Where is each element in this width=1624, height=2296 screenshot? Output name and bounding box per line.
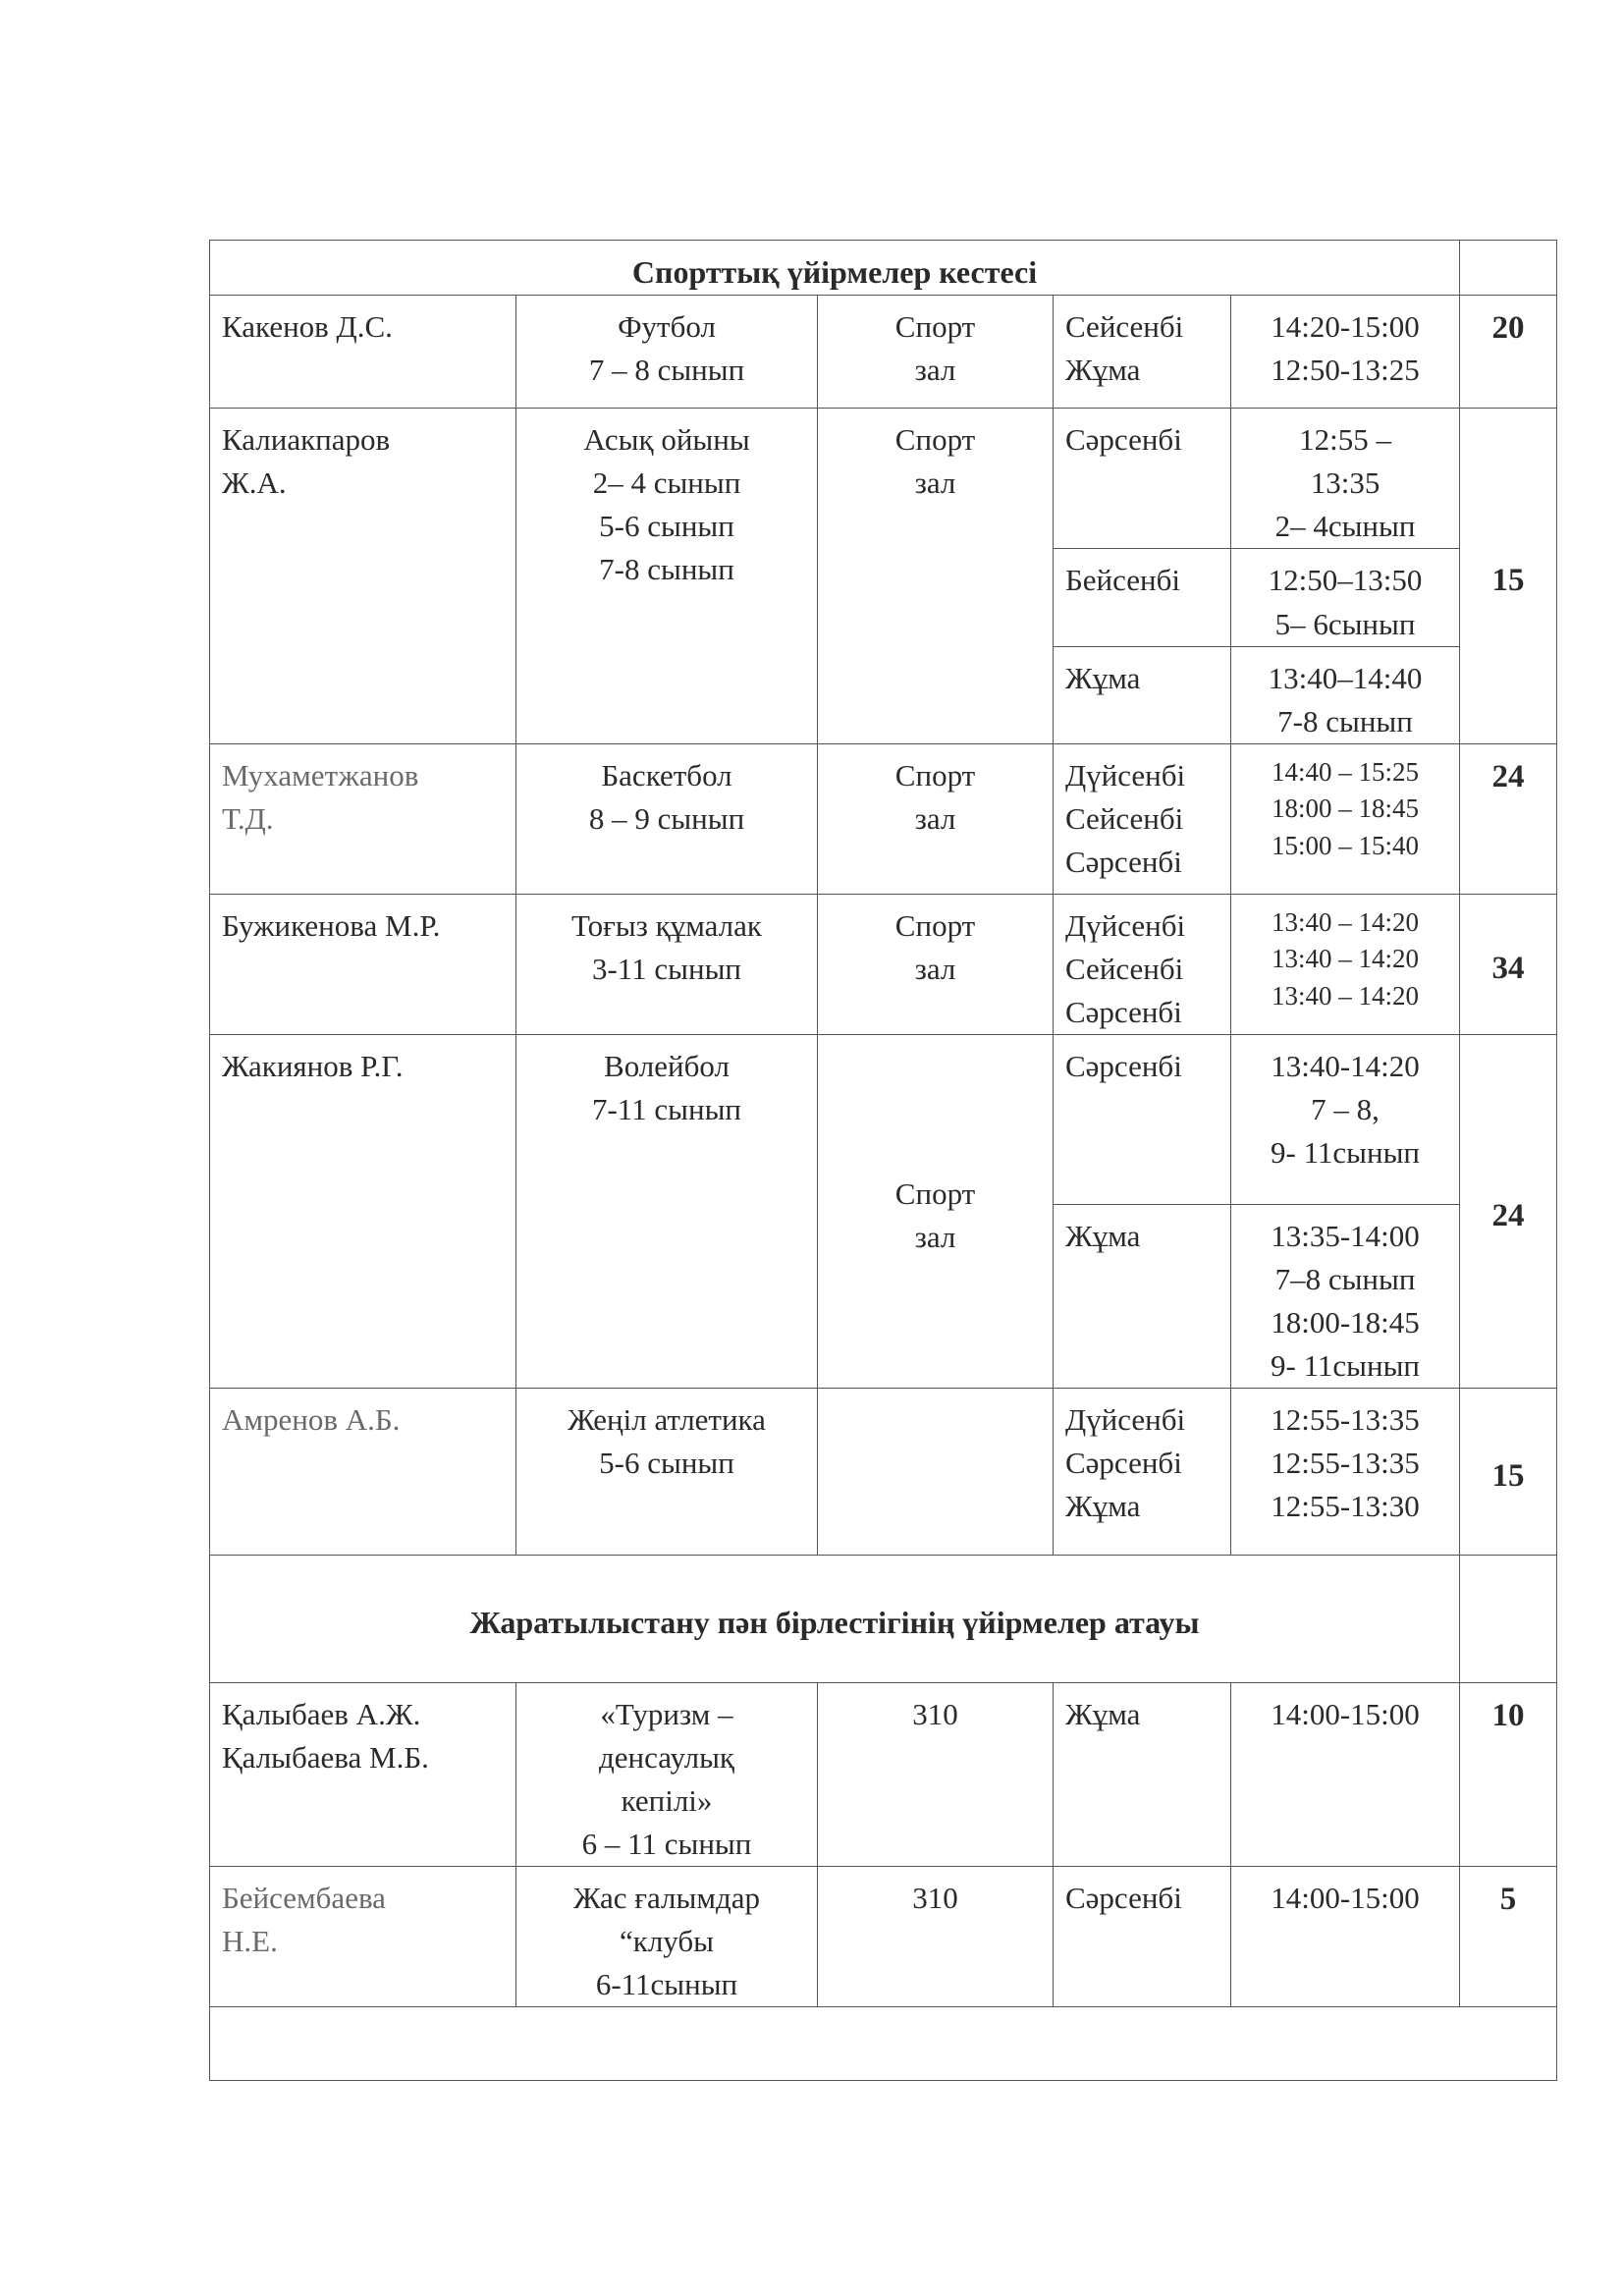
weekday-line: Сәрсенбі	[1065, 994, 1182, 1029]
teacher-name	[210, 1866, 516, 2006]
club-name	[516, 1034, 818, 1388]
teacher-name	[210, 743, 516, 894]
weekday-line: Дүйсенбі	[1065, 757, 1186, 793]
participant-count-line: 5	[1499, 1881, 1517, 1917]
time-slot	[1231, 409, 1460, 549]
room-line: зал	[914, 465, 956, 501]
club-name-line: Волейбол	[604, 1048, 730, 1083]
club-name-line: 5-6 сынып	[599, 509, 734, 544]
participant-count	[1460, 1388, 1557, 1555]
room-line: зал	[914, 1220, 956, 1255]
participant-count	[1460, 743, 1557, 894]
time-slot	[1231, 296, 1460, 409]
empty-cell	[1460, 1555, 1557, 1682]
time-slot-line: 14:00-15:00	[1271, 1696, 1420, 1731]
weekday-line: Сейсенбі	[1065, 800, 1184, 836]
participant-count	[1460, 409, 1557, 743]
time-slot-line: 14:00-15:00	[1271, 1880, 1420, 1915]
time-slot	[1231, 1682, 1460, 1866]
room-line: Спорт	[894, 309, 976, 345]
room-line: зал	[914, 800, 956, 836]
club-name	[516, 296, 818, 409]
time-slot	[1231, 1866, 1460, 2006]
table-row	[210, 296, 1557, 409]
teacher-name-line: Қалыбаева М.Б.	[222, 1739, 429, 1775]
room	[818, 1388, 1054, 1555]
club-name-line: 7-8 сынып	[599, 552, 734, 587]
weekday-line: Бейсенбі	[1065, 563, 1181, 598]
club-name-line: 2– 4 сынып	[592, 465, 741, 501]
club-name-line: Жас ғалымдар	[573, 1880, 760, 1915]
time-slot	[1231, 549, 1460, 646]
weekday	[1054, 549, 1231, 646]
weekday	[1054, 1866, 1231, 2006]
teacher-name-line: Мухаметжанов	[222, 757, 419, 793]
weekday	[1054, 409, 1231, 549]
participant-count-line: 15	[1491, 1457, 1525, 1494]
time-slot-line: 15:00 – 15:40	[1272, 831, 1420, 861]
time-slot	[1231, 1204, 1460, 1388]
teacher-name-line: Т.Д.	[222, 800, 274, 836]
club-name	[516, 1866, 818, 2006]
time-slot-line: 7 – 8,	[1311, 1091, 1380, 1126]
weekday	[1054, 1034, 1231, 1204]
participant-count-line: 20	[1491, 310, 1525, 347]
time-slot-line: 9- 11сынып	[1271, 1347, 1421, 1383]
weekday-line: Сәрсенбі	[1065, 422, 1182, 458]
club-schedule-table	[209, 240, 1557, 2081]
teacher-name-line: Бейсембаева	[222, 1880, 386, 1915]
weekday-line: Жұма	[1065, 1696, 1141, 1731]
room-line: Спорт	[894, 422, 976, 458]
club-name-line: Жеңіл атлетика	[568, 1401, 766, 1437]
room	[818, 1682, 1054, 1866]
teacher-name-line: Амренов А.Б.	[222, 1401, 401, 1437]
teacher-name	[210, 1388, 516, 1555]
section-title-sports: Спорттық үйірмелер кестесі	[210, 241, 1460, 296]
club-name	[516, 409, 818, 743]
club-name-line: “клубы	[620, 1923, 714, 1958]
room	[818, 743, 1054, 894]
table-row	[210, 1866, 1557, 2006]
participant-count	[1460, 296, 1557, 409]
time-slot-line: 12:55 –	[1299, 422, 1391, 458]
weekday-line: Сәрсенбі	[1065, 1880, 1182, 1915]
club-name-line: 6-11сынып	[595, 1966, 738, 2001]
table-row	[210, 1682, 1557, 1866]
weekday-line: Сейсенбі	[1065, 951, 1184, 986]
club-name-line: кепілі»	[621, 1782, 713, 1818]
room-line: 310	[912, 1696, 958, 1731]
participant-count	[1460, 1866, 1557, 2006]
teacher-name	[210, 296, 516, 409]
weekday	[1054, 1204, 1231, 1388]
club-name-line: 3-11 сынып	[591, 951, 742, 986]
time-slot-line: 18:00 – 18:45	[1272, 793, 1420, 824]
club-name	[516, 1682, 818, 1866]
weekday	[1054, 1388, 1231, 1555]
weekday-line: Сәрсенбі	[1065, 1445, 1182, 1480]
time-slot-line: 2– 4сынып	[1274, 509, 1416, 544]
time-slot-line: 14:40 – 15:25	[1272, 756, 1420, 787]
table-row	[210, 409, 1557, 549]
weekday	[1054, 743, 1231, 894]
weekday-line: Жұма	[1065, 1218, 1141, 1253]
club-name-line: Тоғыз құмалак	[571, 907, 762, 943]
empty-row	[210, 2006, 1557, 2080]
room-line: зал	[914, 951, 956, 986]
room	[818, 1034, 1054, 1388]
time-slot-line: 13:40 – 14:20	[1272, 981, 1420, 1011]
time-slot-line: 7-8 сынып	[1277, 703, 1413, 738]
time-slot-line: 7–8 сынып	[1274, 1261, 1416, 1296]
club-name-line: 6 – 11 сынып	[581, 1826, 752, 1861]
weekday	[1054, 646, 1231, 743]
weekday-line: Сәрсенбі	[1065, 844, 1182, 879]
time-slot-line: 14:20-15:00	[1271, 309, 1420, 345]
time-slot-line: 13:40-14:20	[1271, 1048, 1420, 1083]
time-slot-line: 18:00-18:45	[1271, 1304, 1420, 1339]
room	[818, 296, 1054, 409]
teacher-name-line: Н.Е.	[222, 1923, 278, 1958]
club-name-line: 5-6 сынып	[599, 1445, 734, 1480]
room-line: Спорт	[894, 757, 976, 793]
club-name	[516, 1388, 818, 1555]
club-name-line: 8 – 9 сынып	[588, 800, 745, 836]
time-slot-line: 12:50–13:50	[1268, 563, 1423, 598]
participant-count-line: 34	[1491, 951, 1525, 987]
time-slot-line: 13:40 – 14:20	[1272, 906, 1420, 937]
room-line: Спорт	[894, 1176, 976, 1212]
weekday-line: Сейсенбі	[1065, 309, 1184, 345]
participant-count-line: 24	[1491, 1197, 1525, 1233]
club-name-line: денсаулық	[599, 1739, 734, 1775]
weekday	[1054, 894, 1231, 1034]
weekday-line: Жұма	[1065, 660, 1141, 695]
time-slot-line: 9- 11сынып	[1271, 1134, 1421, 1170]
teacher-name-line: Калиакпаров	[222, 422, 391, 458]
teacher-name-line: Ж.А.	[222, 465, 287, 501]
time-slot	[1231, 646, 1460, 743]
club-name-line: Футбол	[618, 309, 716, 345]
section-title-science: Жаратылыстану пән бірлестігінің үйірмелер атауы	[210, 1555, 1460, 1682]
teacher-name-line: Бужикенова М.Р.	[222, 907, 441, 943]
club-name	[516, 743, 818, 894]
club-name	[516, 894, 818, 1034]
participant-count-line: 24	[1491, 758, 1525, 794]
time-slot-line: 13:40 – 14:20	[1272, 944, 1420, 974]
table-row	[210, 894, 1557, 1034]
participant-count-line: 15	[1491, 563, 1525, 599]
empty-cell	[1460, 241, 1557, 296]
room-line: Спорт	[894, 907, 976, 943]
club-name-line: Баскетбол	[601, 757, 732, 793]
club-name-line: Асық ойыны	[583, 422, 750, 458]
table-row	[210, 1388, 1557, 1555]
teacher-name	[210, 894, 516, 1034]
room-line: зал	[914, 353, 956, 388]
time-slot-line: 12:55-13:30	[1271, 1488, 1420, 1523]
time-slot-line: 12:55-13:35	[1271, 1401, 1420, 1437]
time-slot	[1231, 1034, 1460, 1204]
room	[818, 894, 1054, 1034]
weekday-line: Сәрсенбі	[1065, 1048, 1182, 1083]
room	[818, 409, 1054, 743]
time-slot-line: 12:55-13:35	[1271, 1445, 1420, 1480]
club-name-line: «Туризм –	[600, 1696, 733, 1731]
teacher-name	[210, 1682, 516, 1866]
time-slot	[1231, 743, 1460, 894]
weekday-line: Жұма	[1065, 353, 1141, 388]
teacher-name-line: Жакиянов Р.Г.	[222, 1048, 404, 1083]
club-name-line: 7 – 8 сынып	[588, 353, 745, 388]
participant-count	[1460, 894, 1557, 1034]
time-slot	[1231, 894, 1460, 1034]
time-slot-line: 5– 6сынып	[1274, 606, 1416, 641]
participant-count-line: 10	[1491, 1697, 1525, 1733]
time-slot-line: 13:35-14:00	[1271, 1218, 1420, 1253]
time-slot-line: 13:40–14:40	[1268, 660, 1423, 695]
table-row	[210, 1034, 1557, 1204]
weekday	[1054, 1682, 1231, 1866]
teacher-name	[210, 409, 516, 743]
weekday-line: Жұма	[1065, 1488, 1141, 1523]
room-line: 310	[912, 1880, 958, 1915]
teacher-name-line: Какенов Д.С.	[222, 309, 393, 345]
teacher-name-line: Қалыбаев А.Ж.	[222, 1696, 421, 1731]
room	[818, 1866, 1054, 2006]
participant-count	[1460, 1682, 1557, 1866]
table-row	[210, 743, 1557, 894]
time-slot-line: 13:35	[1310, 465, 1380, 501]
club-name-line: 7-11 сынып	[591, 1091, 742, 1126]
weekday-line: Дүйсенбі	[1065, 907, 1186, 943]
weekday-line: Дүйсенбі	[1065, 1401, 1186, 1437]
participant-count	[1460, 1034, 1557, 1388]
teacher-name	[210, 1034, 516, 1388]
time-slot	[1231, 1388, 1460, 1555]
time-slot-line: 12:50-13:25	[1271, 353, 1420, 388]
weekday	[1054, 296, 1231, 409]
